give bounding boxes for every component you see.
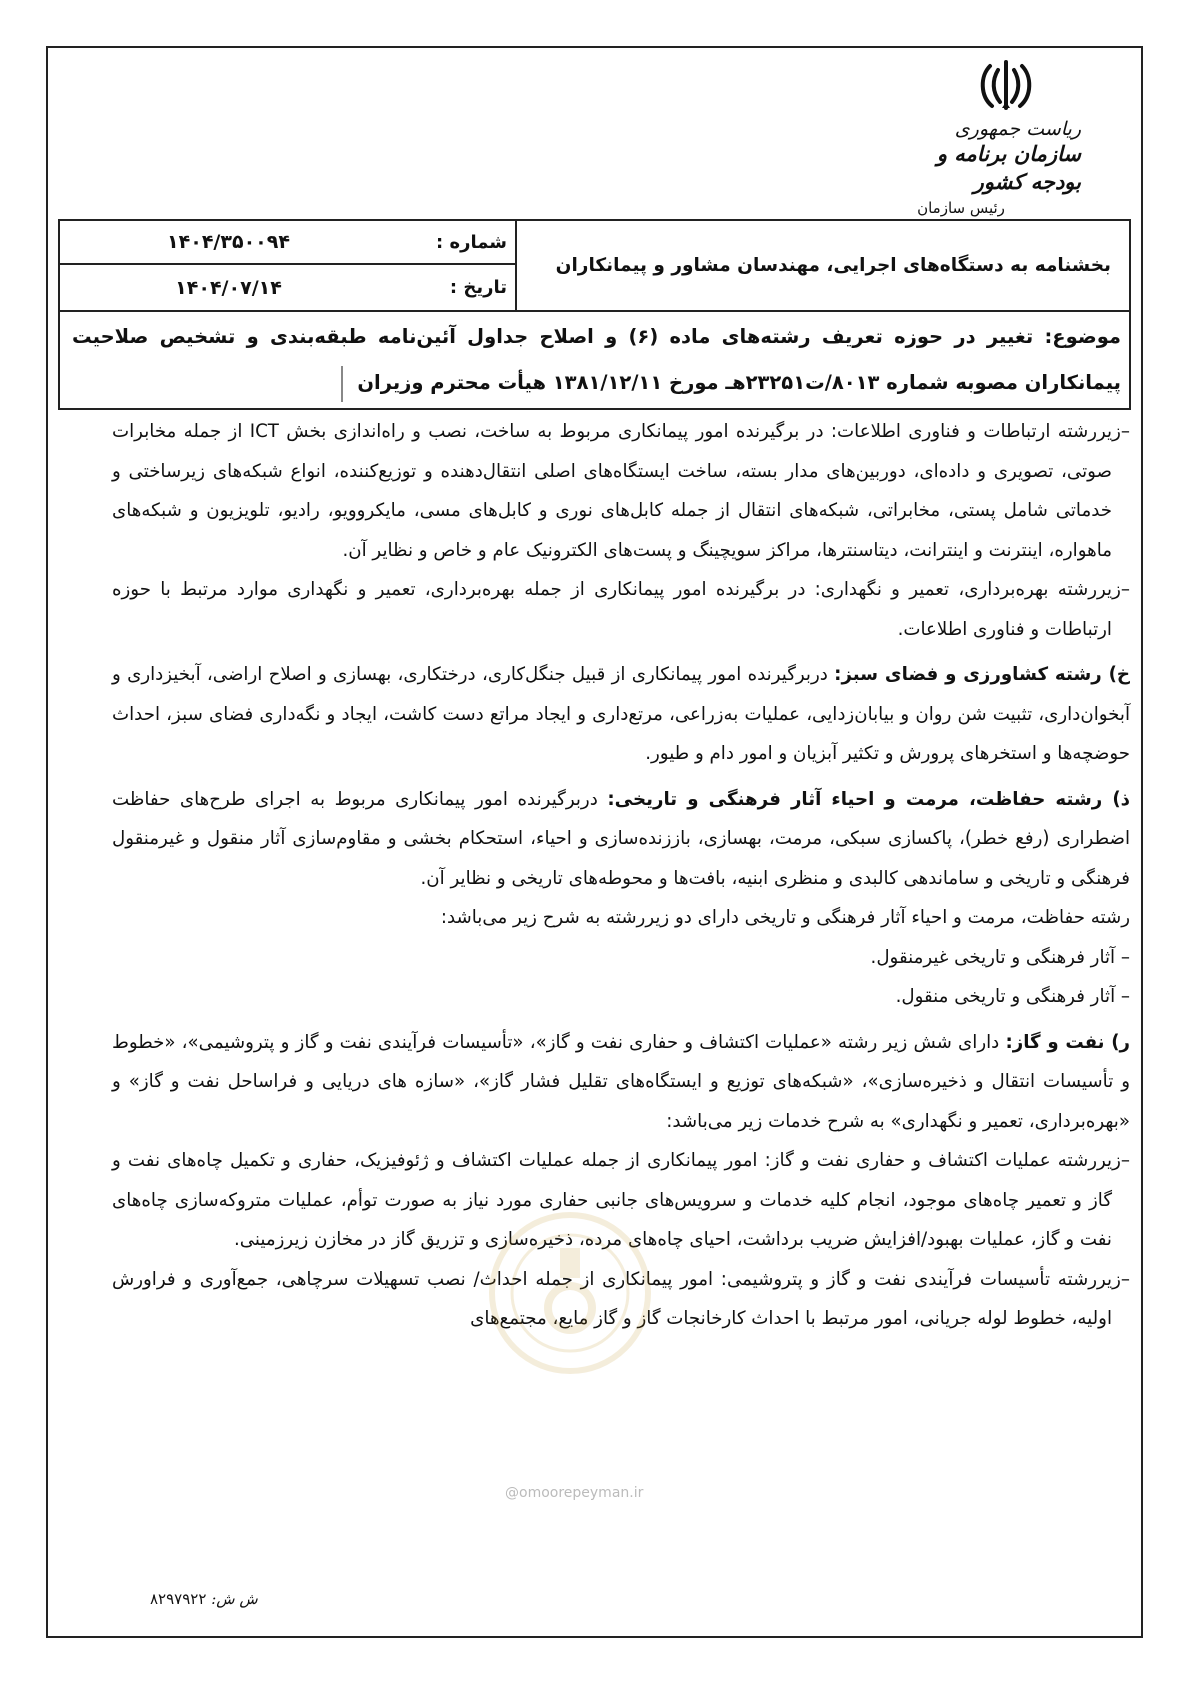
- organization-name: سازمان برنامه و بودجه کشور: [936, 141, 1081, 194]
- operation-subfield-paragraph: –زیررشته بهره‌برداری، تعمیر و نگهداری: در برگیرنده امور پیمانکاری از جمله بهره‌برداری، تعمیر و نگهداری موارد مرتبط با حوزه ارتباطات و فناوری اطلاعات.: [112, 579, 1130, 640]
- heritage-intro: رشته حفاظت، مرمت و احیاء آثار فرهنگی و تاریخی دارای دو زیررشته به شرح زیر می‌باشد:: [440, 907, 1130, 928]
- heritage-title: ذ) رشته حفاظت، مرمت و احیاء آثار فرهنگی و تاریخی:: [607, 788, 1130, 810]
- subject-line-2-text: پیمانکاران مصوبه شماره ۸۰۱۳/ت۲۳۲۵۱هـ مورخ ۱۳۸۱/۱۲/۱۱ هیأت محترم وزیران: [357, 371, 1121, 394]
- office-title: رئیس سازمان: [917, 199, 1005, 217]
- presidency-label: ریاست جمهوری: [954, 118, 1081, 140]
- heritage-text: دربرگیرنده امور پیمانکاری مربوط به اجرای طرح‌های حفاظت اضطراری (رفع خطر)، پاکسازی سبکی، مرمت، بهسازی، باززنده‌سازی و احیاء، استحکام بخشی و مقاوم‌سازی آثار منقول و غیرمنقول فرهنگی و تاریخی و ساماندهی کالبدی و منظری ابنیه، بافت‌ها و محوطه‌های تاریخی و نظایر آن.: [112, 788, 1130, 889]
- letter-number-label: شماره :: [436, 231, 507, 253]
- document-code-label: ش ش:: [211, 1590, 258, 1608]
- agriculture-text: دربرگیرنده امور پیمانکاری از قبیل جنگل‌کاری، درختکاری، بهسازی و اصلاح اراضی، آبخیزداری و آبخوان‌داری، تثبیت شن روان و بیابان‌زدایی، عملیات به‌زراعی، مرتع‌داری و ایجاد مراتع دست کاشت، ایجاد و نگه‌داری فضای سبز، احداث حوضچه‌ها و استخرهای پرورش و تکثیر آبزیان و امور دام و طیور.: [112, 664, 1130, 764]
- oil-gas-title: ر) نفت و گاز:: [1005, 1031, 1131, 1053]
- letter-body: [112, 412, 1130, 1339]
- subject-line-2: [72, 360, 1121, 406]
- letter-date-label: تاریخ :: [449, 277, 507, 298]
- heritage-section: [112, 780, 1130, 899]
- issuer-organization: [881, 118, 1081, 220]
- watermark-seal-icon: [470, 1208, 670, 1378]
- subject-box: [58, 310, 1131, 410]
- oil-gas-text: دارای شش زیر رشته «عملیات اکتشاف و حفاری نفت و گاز»، «تأسیسات فرآیندی نفت و گاز و پتروشیمی»، «خطوط و تأسیسات انتقال و ذخیره‌سازی»، «شبکه‌های توزیع و ایستگاه‌های تقلیل فشار گاز»، «سازه های دریایی و فراساحل نفت و گاز» و «بهره‌برداری، تعمیر و نگهداری» به شرح خدمات زیر می‌باشد:: [112, 1031, 1130, 1132]
- ict-subfield-paragraph: –زیررشته ارتباطات و فناوری اطلاعات: در برگیرنده امور پیمانکاری مربوط به ساخت، نصب و راه‌اندازی بخش ICT از جمله مخابرات صوتی، تصویری و داده‌ای، دوربین‌های مدار بسته، ساخت ایستگاه‌های اصلی انتقال‌دهنده و توزیع‌کننده، انواع شبکه‌های زیرساختی و خدماتی شامل پستی، مخابراتی، شبکه‌های انتقال از جمله کابل‌های نوری و کابل‌های مسی، مایکروویو، رادیو، تلویزیون و شبکه‌های ماهواره، اینترنت و اینترانت، دیتاسنترها، مراکز سویچینگ و پست‌های الکترونیک عام و خاص و نظایر آن.: [112, 421, 1130, 561]
- heritage-subfield-2: – آثار فرهنگی و تاریخی منقول.: [895, 986, 1130, 1007]
- recipients: بخشنامه به دستگاه‌های اجرایی، مهندسان مشاور و پیمانکاران: [555, 255, 1111, 276]
- process-subfield-paragraph: –زیررشته تأسیسات فرآیندی نفت و گاز و پتروشیمی: امور پیمانکاری از جمله احداث/ نصب تسهیلات سرچاهی، جمع‌آوری و فراورش اولیه، خطوط لوله جریانی، امور مرتبط با احداث کارخانجات گاز و گاز مایع، مجتمع‌های: [112, 1268, 1130, 1329]
- letter-date-value: ۱۴۰۴/۰۷/۱۴: [175, 276, 282, 299]
- letter-number-row: [60, 221, 515, 265]
- letter-meta-table: [58, 219, 1131, 312]
- letter-date-row: [60, 265, 515, 310]
- agriculture-title: خ) رشته کشاورزی و فضای سبز:: [834, 664, 1130, 685]
- document-code: [150, 1590, 258, 1608]
- exploration-subfield-paragraph: –زیررشته عملیات اکتشاف و حفاری نفت و گاز: امور پیمانکاری از جمله عملیات اکتشاف و ژئوفیزیک، حفاری و تکمیل چاه‌های نفت و گاز و تعمیر چاه‌های موجود، انجام کلیه خدمات و سرویس‌های جانبی حفاری مورد نیاز به صورت توأم، عملیات متروکه‌سازی چاه‌های نفت و گاز، عملیات بهبود/افزایش ضریب برداشت، احیای چاه‌های مرده، ذخیره‌سازی و تزریق گاز در مخازن زیرزمینی.: [112, 1150, 1130, 1250]
- letter-meta-fields: [60, 221, 515, 310]
- agriculture-section: [112, 655, 1130, 774]
- heritage-subfield-1: – آثار فرهنگی و تاریخی غیرمنقول.: [870, 946, 1130, 968]
- watermark-url: @omoorepeyman.ir: [505, 1485, 644, 1501]
- subject-separator: [341, 366, 343, 402]
- document-code-value: ۸۲۹۷۹۲۲: [150, 1590, 207, 1608]
- subject-line-1: موضوع: تغییر در حوزه تعریف رشته‌های ماده (۶) و اصلاح جداول آئین‌نامه طبقه‌بندی و تشخیص صلاحیت: [72, 325, 1121, 348]
- iran-emblem-icon: [976, 58, 1036, 114]
- oil-gas-section: [112, 1023, 1130, 1142]
- letter-number-value: ۱۴۰۴/۳۵۰۰۹۴: [167, 231, 290, 253]
